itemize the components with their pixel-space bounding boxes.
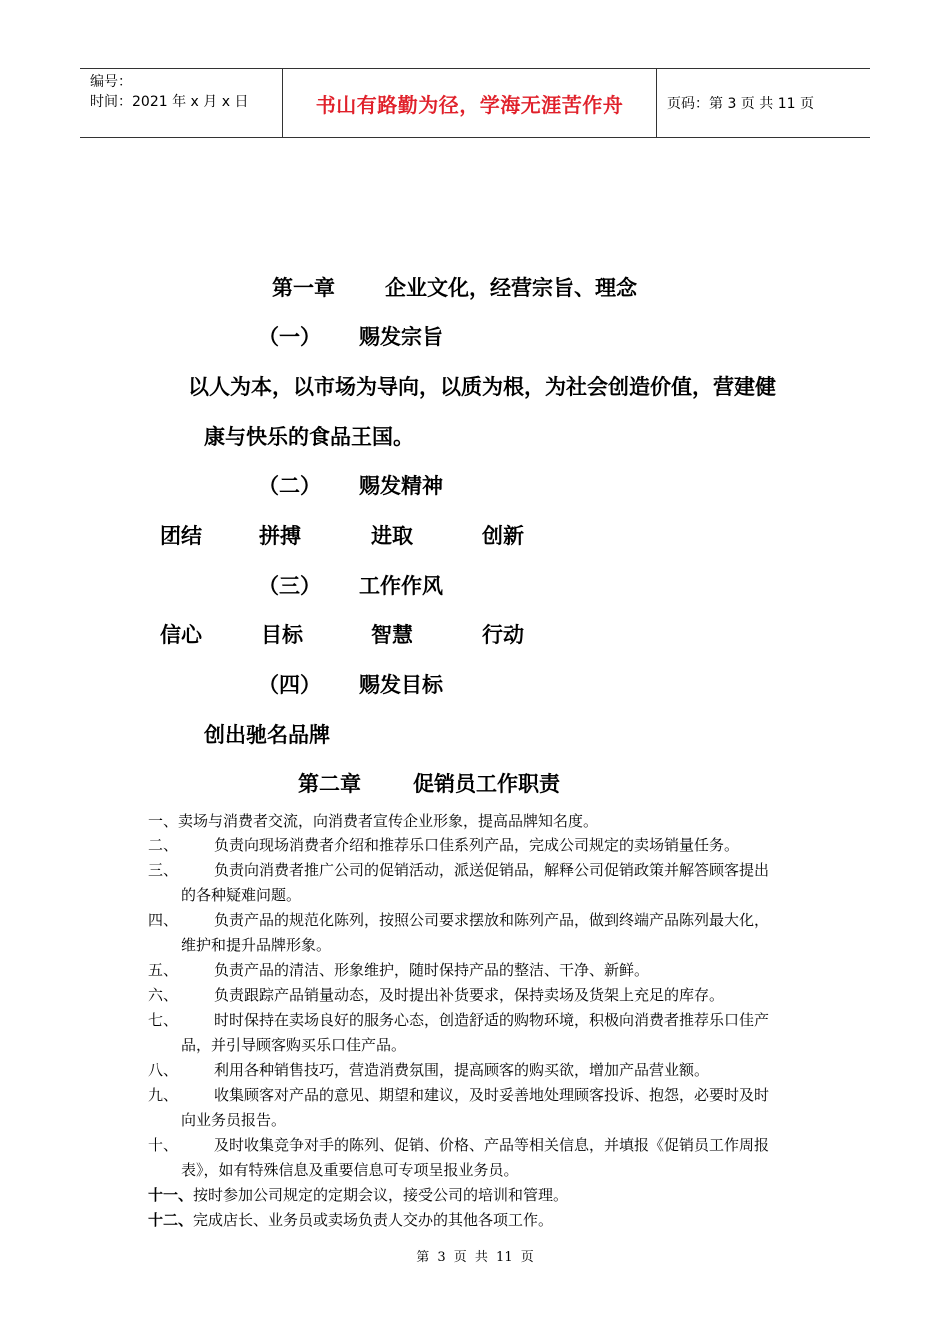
duty-item-12 xyxy=(148,1209,553,1230)
section-number: （一） xyxy=(258,325,321,349)
section-3-heading xyxy=(258,570,443,600)
chapter1-heading: 企业文化，经营宗旨、理念 xyxy=(385,276,637,300)
duty-text-continued: 维护和提升品牌形象。 xyxy=(181,936,332,954)
spirit-item: 团结 xyxy=(160,524,202,548)
style-item: 目标 xyxy=(261,623,303,647)
spirit-item: 进取 xyxy=(371,524,413,548)
duty-item-11 xyxy=(148,1184,568,1205)
section-title: 赐发精神 xyxy=(359,474,443,498)
duty-text: 时时保持在卖场良好的服务心态，创造舒适的购物环境，积极向消费者推荐乐口佳产 xyxy=(214,1011,770,1029)
duty-item-5 xyxy=(148,959,178,980)
duty-number: 三、 xyxy=(148,861,179,879)
duty-text: 负责产品的规范化陈列，按照公司要求摆放和陈列产品，做到终端产品陈列最大化， xyxy=(214,911,770,929)
duty-text: 收集顾客对产品的意见、期望和建议，及时妥善地处理顾客投诉、抱怨，必要时及时 xyxy=(214,1086,770,1104)
page-header xyxy=(80,68,870,138)
section-title: 工作作风 xyxy=(359,574,443,598)
section-number: （四） xyxy=(258,673,321,697)
duty-item-3 xyxy=(148,859,178,880)
spirit-item: 创新 xyxy=(482,524,524,548)
duty-number: 二、 xyxy=(148,836,179,854)
duty-number: 五、 xyxy=(148,961,179,979)
duty-item-9 xyxy=(148,1084,178,1105)
duty-text-continued: 向业务员报告。 xyxy=(181,1111,287,1129)
duty-item-8 xyxy=(148,1059,178,1080)
section-1-body-line-1: 以人为本，以市场为导向，以质为根，为社会创造价值，营建健 xyxy=(188,375,776,399)
duty-item-4 xyxy=(148,909,178,930)
chapter2-heading: 促销员工作职责 xyxy=(413,772,560,796)
header-page-number: 页码：第 3 页 共 11 页 xyxy=(667,96,814,112)
duty-number: 八、 xyxy=(148,1061,179,1079)
duty-item-6 xyxy=(148,984,178,1005)
page-footer: 第 3 页 共 11 页 xyxy=(416,1250,534,1265)
section-title: 赐发宗旨 xyxy=(359,325,443,349)
header-motto: 书山有路勤为径，学海无涯苦作舟 xyxy=(282,69,657,137)
spirit-item: 拼搏 xyxy=(259,524,301,548)
duty-text: 及时收集竞争对手的陈列、促销、价格、产品等相关信息，并填报《促销员工作周报 xyxy=(214,1136,770,1154)
section-title: 赐发目标 xyxy=(359,673,443,697)
duty-number: 七、 xyxy=(148,1011,179,1029)
duty-item-2 xyxy=(148,834,178,855)
section-1-heading xyxy=(258,321,443,351)
style-item: 行动 xyxy=(482,623,524,647)
style-item: 信心 xyxy=(160,623,202,647)
chapter1-title xyxy=(272,272,637,302)
duty-text: 利用各种销售技巧，营造消费氛围，提高顾客的购买欲，增加产品营业额。 xyxy=(214,1061,710,1079)
section-number: （二） xyxy=(258,474,321,498)
duty-text-continued: 的各种疑难问题。 xyxy=(181,886,302,904)
header-meta xyxy=(80,69,282,137)
document-number: 编号： xyxy=(90,74,132,90)
duty-text: 负责向现场消费者介绍和推荐乐口佳系列产品，完成公司规定的卖场销量任务。 xyxy=(214,836,740,854)
duty-text: 按时参加公司规定的定期会议，接受公司的培训和管理。 xyxy=(193,1186,569,1204)
duty-item-7 xyxy=(148,1009,178,1030)
duty-text: 负责跟踪产品销量动态，及时提出补货要求，保持卖场及货架上充足的库存。 xyxy=(214,986,725,1004)
duty-text: 负责产品的清洁、形象维护，随时保持产品的整洁、干净、新鲜。 xyxy=(214,961,650,979)
duty-number: 一、 xyxy=(148,812,179,830)
duty-item-10 xyxy=(148,1134,178,1155)
section-number: （三） xyxy=(258,574,321,598)
duty-number: 十、 xyxy=(148,1136,179,1154)
duty-text: 负责向消费者推广公司的促销活动，派送促销品，解释公司促销政策并解答顾客提出 xyxy=(214,861,770,879)
duty-text-continued: 品，并引导顾客购买乐口佳产品。 xyxy=(181,1036,407,1054)
chapter2-title xyxy=(298,768,560,798)
section-4-body: 创出驰名品牌 xyxy=(204,723,330,747)
duty-text-continued: 表》，如有特殊信息及重要信息可专项呈报业务员。 xyxy=(181,1161,519,1179)
section-2-heading xyxy=(258,470,443,500)
duty-item-1 xyxy=(148,810,598,831)
section-4-heading xyxy=(258,669,443,699)
duty-number: 六、 xyxy=(148,986,179,1004)
duty-number: 十二、 xyxy=(148,1211,194,1229)
duty-number: 九、 xyxy=(148,1086,179,1104)
document-date: 时间：2021 年 x 月 x 日 xyxy=(90,94,249,110)
duty-text: 卖场与消费者交流，向消费者宣传企业形象，提高品牌知名度。 xyxy=(178,812,599,830)
chapter1-number: 第一章 xyxy=(272,276,335,300)
section-1-body-line-2: 康与快乐的食品王国。 xyxy=(204,425,414,449)
chapter2-number: 第二章 xyxy=(298,772,361,796)
duty-number: 四、 xyxy=(148,911,179,929)
duty-number: 十一、 xyxy=(148,1186,194,1204)
style-item: 智慧 xyxy=(371,623,413,647)
duty-text: 完成店长、业务员或卖场负责人交办的其他各项工作。 xyxy=(193,1211,554,1229)
